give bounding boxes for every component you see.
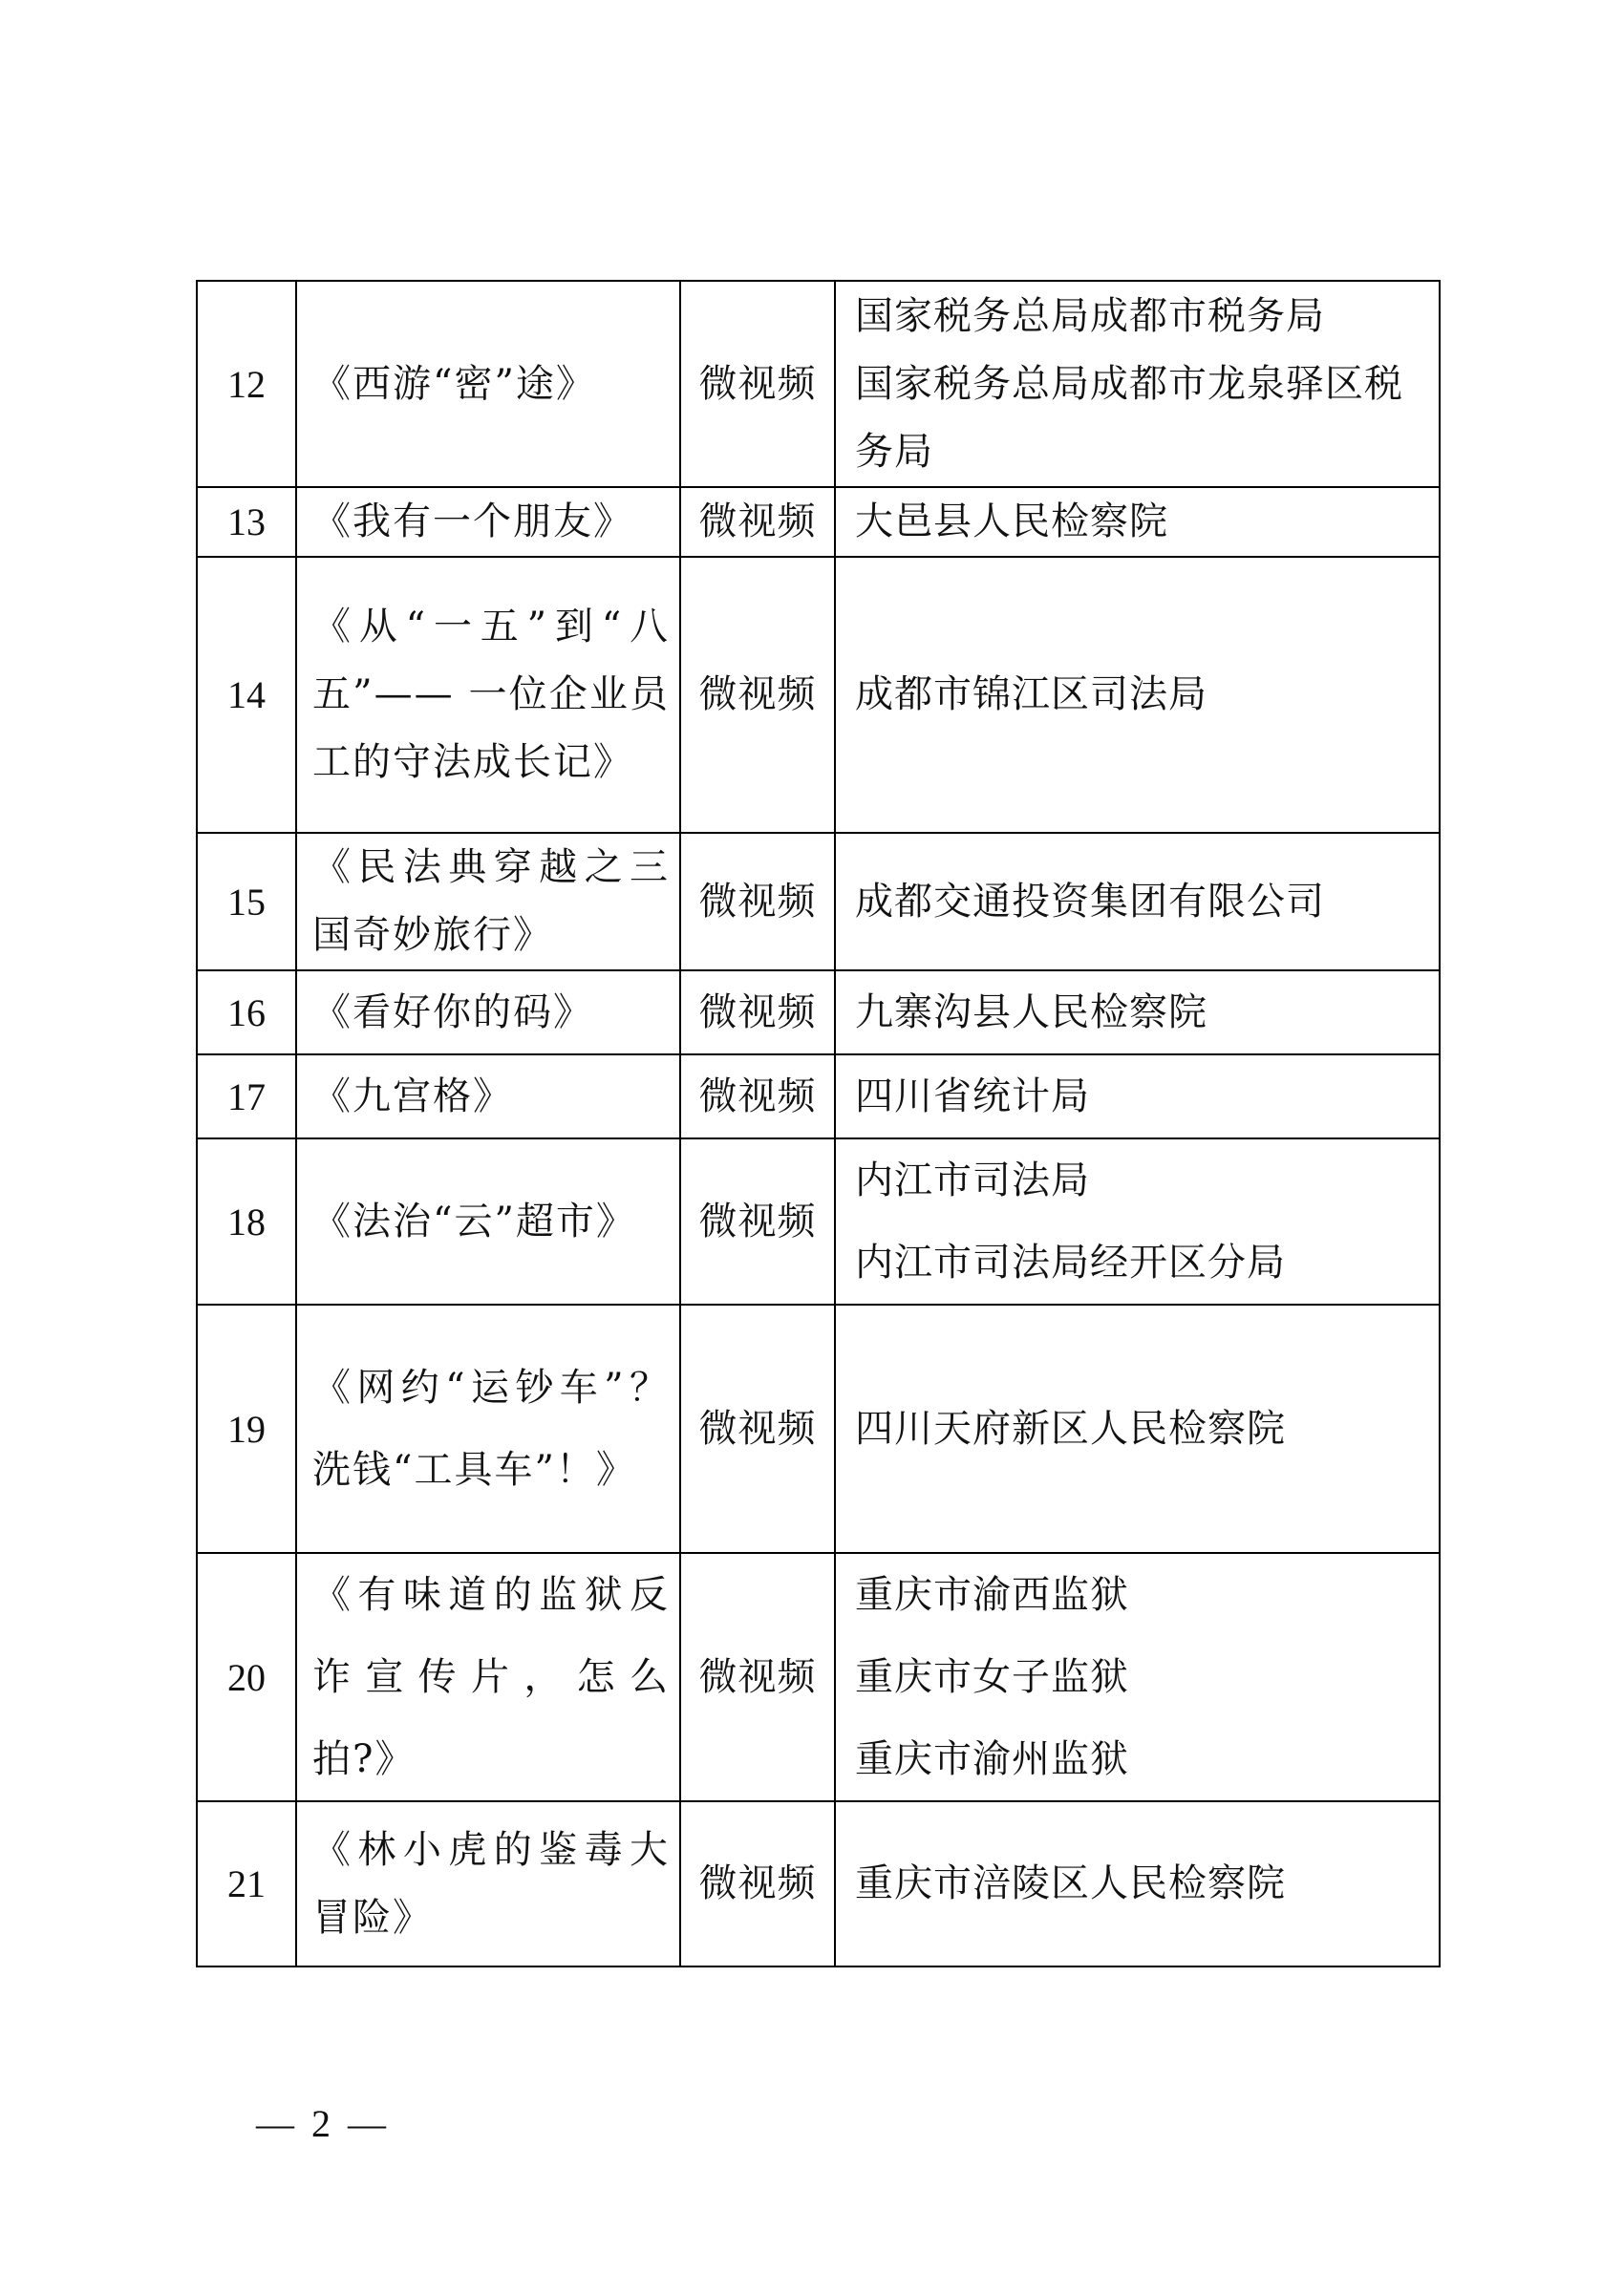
organization-name: 重庆市渝西监狱 (855, 1573, 1129, 1617)
organization-name: 重庆市渝州监狱 (855, 1737, 1129, 1781)
table-row (197, 1553, 1440, 1801)
organization-name: 国家税务总局成都市税务局 (855, 293, 1325, 338)
work-type: 微视频 (680, 1801, 835, 1966)
work-title: 《法治“云”超市》 (296, 1138, 680, 1305)
work-type: 微视频 (680, 1305, 835, 1553)
row-number: 16 (197, 970, 296, 1054)
organization-cell (835, 1305, 1440, 1553)
row-number: 14 (197, 557, 296, 833)
table-row (197, 1054, 1440, 1138)
organization-name: 大邑县人民检察院 (855, 500, 1168, 543)
organization-name: 内江市司法局经开区分局 (855, 1241, 1286, 1285)
organization-name: 四川天府新区人民检察院 (855, 1406, 1286, 1451)
organization-name: 成都交通投资集团有限公司 (855, 879, 1325, 924)
row-number: 19 (197, 1305, 296, 1553)
organization-cell (835, 970, 1440, 1054)
table-row (197, 1305, 1440, 1553)
organization-name: 重庆市涪陵区人民检察院 (855, 1861, 1286, 1905)
row-number: 20 (197, 1553, 296, 1801)
organization-name: 国家税务总局成都市龙泉驿区税务局 (855, 361, 1403, 474)
work-title: 《林小虎的鉴毒大冒险》 (296, 1801, 680, 1966)
work-type: 微视频 (680, 1138, 835, 1305)
work-title: 《有味道的监狱反诈宣传片，怎么拍?》 (296, 1553, 680, 1801)
work-type: 微视频 (680, 281, 835, 487)
work-type: 微视频 (680, 833, 835, 970)
organization-name: 四川省统计局 (855, 1074, 1090, 1118)
row-number: 21 (197, 1801, 296, 1966)
organization-cell (835, 833, 1440, 970)
work-type: 微视频 (680, 970, 835, 1054)
organization-cell (835, 1138, 1440, 1305)
work-title: 《西游“密”途》 (296, 281, 680, 487)
work-title: 《我有一个朋友》 (296, 487, 680, 557)
work-type: 微视频 (680, 487, 835, 557)
table-row (197, 970, 1440, 1054)
row-number: 17 (197, 1054, 296, 1138)
row-number: 18 (197, 1138, 296, 1305)
table-row (197, 281, 1440, 487)
award-table (196, 280, 1441, 1967)
organization-name: 成都市锦江区司法局 (855, 672, 1207, 716)
organization-name: 内江市司法局 (855, 1159, 1090, 1202)
organization-cell (835, 281, 1440, 487)
work-title: 《从“一五”到“八五”—— 一位企业员工的守法成长记》 (296, 557, 680, 833)
organization-cell (835, 487, 1440, 557)
work-type: 微视频 (680, 1054, 835, 1138)
page-number: — 2 — (256, 2102, 390, 2145)
organization-cell (835, 1801, 1440, 1966)
table-row (197, 833, 1440, 970)
organization-cell (835, 557, 1440, 833)
work-title: 《九宫格》 (296, 1054, 680, 1138)
organization-cell (835, 1054, 1440, 1138)
row-number: 12 (197, 281, 296, 487)
row-number: 15 (197, 833, 296, 970)
work-title: 《网约“运钞车”？洗钱“工具车”！》 (296, 1305, 680, 1553)
table-row (197, 557, 1440, 833)
table-row (197, 487, 1440, 557)
work-type: 微视频 (680, 1553, 835, 1801)
organization-name: 重庆市女子监狱 (855, 1655, 1129, 1699)
work-title: 《看好你的码》 (296, 970, 680, 1054)
work-title: 《民法典穿越之三国奇妙旅行》 (296, 833, 680, 970)
work-type: 微视频 (680, 557, 835, 833)
table-row (197, 1138, 1440, 1305)
organization-cell (835, 1553, 1440, 1801)
row-number: 13 (197, 487, 296, 557)
organization-name: 九寨沟县人民检察院 (855, 989, 1207, 1034)
table-row (197, 1801, 1440, 1966)
